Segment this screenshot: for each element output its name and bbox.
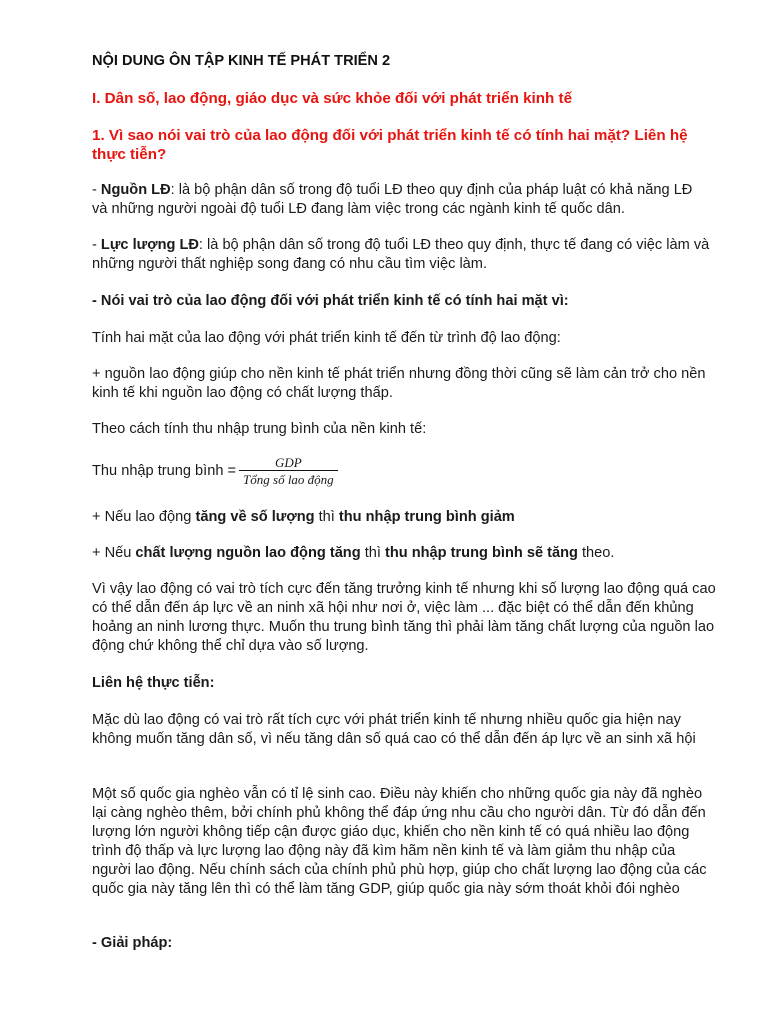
bullet-quality xyxy=(92,544,722,563)
question-heading: 1. Vì sao nói vai trò của lao động đối với phát triển kinh tế có tính hai mặt? Liên hệ thực tiễn? xyxy=(92,127,688,163)
document-title: NỘI DUNG ÔN TẬP KINH TẾ PHÁT TRIỂN 2 xyxy=(92,53,391,69)
paragraph-practice-1: Mặc dù lao động có vai trò rất tích cực với phát triển kinh tế nhưng nhiều quốc gia hiện nay không muốn tăng dân số, vì nếu tăng dân số quá cao có thể dẫn đến áp lực về an sinh xã hội xyxy=(92,712,696,747)
bullet1-text1: + Nếu lao động xyxy=(92,509,196,525)
bullet1-text2: thì xyxy=(314,509,339,525)
subheading-dual-role: - Nói vai trò của lao động đối với phát triển kinh tế có tính hai mặt vì: xyxy=(92,293,569,309)
formula-fraction xyxy=(239,455,338,487)
def2-term: Lực lượng LĐ xyxy=(100,237,199,253)
formula-numerator: GDP xyxy=(275,455,302,470)
paragraph-conclusion: Vì vậy lao động có vai trò tích cực đến tăng trưởng kinh tế nhưng khi số lượng lao động quá cao có thể dẫn đến áp lực về an ninh xã hội như nơi ở, việc làm ... đặc biệt có thể dẫn đến khủng hoảng an ninh lương thực. Muốn thu trung bình tăng thì phải làm tăng chất lượng của nguồn lao động chứ không thể chỉ dựa vào số lượng. xyxy=(92,581,716,654)
bullet-quantity xyxy=(92,508,722,527)
definition-labor-force xyxy=(92,236,722,274)
paragraph-dual-nature: Tính hai mặt của lao động với phát triển kinh tế đến từ trình độ lao động: xyxy=(92,330,561,346)
income-formula xyxy=(92,455,338,487)
definition-labor-source xyxy=(92,181,702,219)
def2-prefix: - xyxy=(92,237,101,253)
bullet2-bold2: thu nhập trung bình sẽ tăng xyxy=(384,545,578,561)
section-heading: I. Dân số, lao động, giáo dục và sức khỏe đối với phát triển kinh tế xyxy=(92,90,573,107)
bullet2-text2: thì xyxy=(360,545,385,561)
subheading-solution: - Giải pháp: xyxy=(92,935,173,951)
formula-lhs: Thu nhập trung bình = xyxy=(92,462,237,479)
formula-denominator: Tổng số lao động xyxy=(239,470,338,487)
bullet2-bold1: chất lượng nguồn lao động tăng xyxy=(135,545,361,561)
bullet1-bold2: thu nhập trung bình giảm xyxy=(338,509,515,525)
paragraph-labor-source: + nguồn lao động giúp cho nền kinh tế phát triển nhưng đồng thời cũng sẽ làm cản trở cho nền kinh tế khi nguồn lao động có chất lượng thấp. xyxy=(92,366,706,401)
def1-prefix: - xyxy=(92,182,101,198)
def1-text: : là bộ phận dân số trong độ tuổi LĐ theo quy định của pháp luật có khả năng LĐ và những người ngoài độ tuổi LĐ đang làm việc trong các ngành kinh tế quốc dân. xyxy=(92,182,693,217)
bullet1-bold1: tăng về số lượng xyxy=(195,509,315,525)
bullet2-text3: theo. xyxy=(577,545,615,561)
subheading-practice: Liên hệ thực tiễn: xyxy=(92,675,215,691)
def1-term: Nguồn LĐ xyxy=(100,182,171,198)
paragraph-practice-2: Một số quốc gia nghèo vẫn có tỉ lệ sinh cao. Điều này khiến cho những quốc gia này đã nghèo lại càng nghèo thêm, bởi chính phủ không thể đáp ứng nhu cầu cho người dân. Từ đó dẫn đến lượng lớn người không tiếp cận được giáo dục, khiến cho nền kinh tế có quá nhiều lao động trình độ thấp và lực lượng lao động này đã kìm hãm nền kinh tế và làm giảm thu nhập của người lao động. Nếu chính sách của chính phủ phù hợp, giúp cho chất lượng lao động của các quốc gia này tăng lên thì có thể làm tăng GDP, giúp quốc gia này sớm thoát khỏi đói nghèo xyxy=(92,786,707,897)
bullet2-text1: + Nếu xyxy=(92,545,136,561)
def2-text: : là bộ phận dân số trong độ tuổi LĐ theo quy định, thực tế đang có việc làm và những người thất nghiệp song đang có nhu cầu tìm việc làm. xyxy=(92,237,710,272)
paragraph-income-method: Theo cách tính thu nhập trung bình của nền kinh tế: xyxy=(92,421,427,437)
